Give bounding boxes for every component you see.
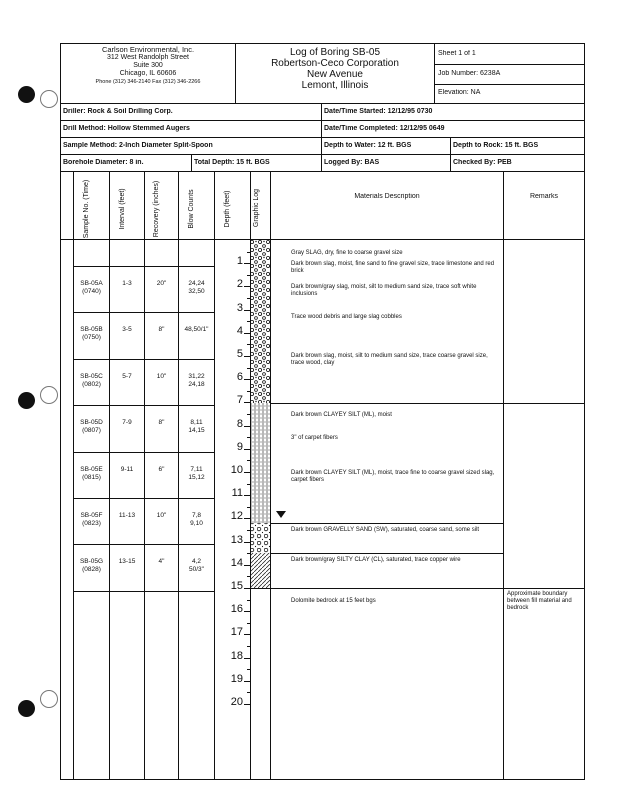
sample-interval (110, 280, 144, 288)
total-depth-field: Total Depth: 15 ft. BGS (194, 159, 270, 166)
desc-wood-debris: Trace wood debris and large slag cobbles (291, 314, 402, 320)
log-location: Lemont, Illinois (301, 80, 369, 91)
desc-gravelly-sand: Dark brown GRAVELLY SAND (SW), saturated, coarse sand, some silt (291, 527, 480, 533)
sheet-label: Sheet 1 of 1 (438, 50, 476, 57)
sample-id-id: SB-05E (80, 465, 103, 473)
graphic-clayey-silt (250, 403, 270, 523)
company-street: 312 West Randolph Street (107, 54, 189, 61)
desc-slag-4: Dark brown slag, moist, silt to medium sand size, trace coarse gravel size, trace wood, clay (291, 353, 488, 366)
depth-tick-label: 1 (236, 255, 243, 268)
drill-method-field: Drill Method: Hollow Stemmed Augers (63, 125, 190, 132)
sample-blow-counts-blows1: 4,2 (191, 558, 202, 566)
binder-hole (18, 700, 35, 717)
depth-tick-label: 11 (231, 487, 243, 500)
binder-hole (18, 86, 35, 103)
sample-blow-counts-blows1: 48,50/1" (184, 326, 209, 334)
sample-id (74, 419, 109, 435)
sample-id-time: (0815) (82, 473, 101, 481)
sample-id (74, 512, 109, 528)
company-suite: Suite 300 (133, 62, 163, 69)
sample-recovery-recovery: 10" (156, 512, 167, 519)
depth-tick-label: 5 (236, 348, 243, 360)
sample-blow-counts-blows2: 32,50 (188, 288, 205, 295)
log-site: New Avenue (307, 69, 363, 80)
binder-hole-ghost (40, 386, 58, 404)
col-header-remarks: Remarks (529, 193, 558, 200)
driller-field: Driller: Rock & Soil Drilling Corp. (63, 108, 173, 115)
job-number: Job Number: 6238A (438, 70, 501, 77)
col-header-blow-counts: Blow Counts (188, 189, 195, 229)
depth-tick-label: 20 (230, 696, 243, 708)
sample-recovery (145, 558, 178, 566)
sample-row-border (73, 266, 214, 267)
sample-row-border (73, 312, 214, 313)
sample-interval-interval: 9-11 (120, 465, 134, 473)
sample-recovery-recovery: 10" (156, 372, 167, 380)
depth-tick-label: 12 (230, 510, 243, 523)
sample-blow-counts-blows1: 7,8 (191, 512, 202, 519)
sample-blow-counts-blows2: 14,15 (188, 427, 205, 435)
sample-method-field: Sample Method: 2-Inch Diameter Split-Spoon (63, 142, 213, 149)
depth-tick-label: 13 (230, 533, 243, 546)
col-header-interval: Interval (feet) (119, 188, 126, 230)
sample-id-id: SB-05A (80, 280, 103, 287)
col-header-graphic-log: Graphic Log (253, 188, 260, 228)
company-phone: Phone (312) 346-2140 Fax (312) 346-2266 (95, 79, 201, 85)
depth-tick-label: 15 (230, 580, 243, 592)
checked-by-field: Checked By: PEB (453, 159, 512, 166)
sample-blow-counts-blows1: 24,24 (188, 280, 205, 287)
depth-to-rock-field: Depth to Rock: 15 ft. BGS (453, 142, 539, 149)
sample-id-time: (0823) (82, 520, 101, 527)
depth-tick-label: 14 (230, 556, 243, 569)
sample-recovery-recovery: 8" (158, 419, 165, 427)
graphic-gravelly-sand (250, 523, 270, 553)
depth-tick-label: 9 (236, 440, 243, 453)
sample-interval-interval: 5-7 (122, 372, 132, 380)
depth-tick-label: 3 (236, 301, 243, 314)
sample-blow-counts-blows2: 15,12 (188, 473, 205, 481)
sample-row-border (73, 405, 214, 406)
sample-interval-interval: 11-13 (118, 512, 136, 519)
depth-tick-label: 17 (230, 626, 243, 639)
sample-interval-interval: 7-9 (122, 419, 132, 427)
company-city: Chicago, IL 60606 (119, 70, 177, 77)
sample-id-id: SB-05B (80, 326, 103, 334)
desc-carpet-fibers: 3" of carpet fibers (291, 435, 338, 441)
sample-blow-counts (179, 280, 214, 296)
company-name: Carlson Environmental, Inc. (101, 46, 195, 54)
sample-recovery (145, 466, 178, 474)
binder-hole (18, 392, 35, 409)
sample-id-time: (0750) (82, 334, 101, 342)
company-block (62, 46, 234, 86)
sample-recovery (145, 326, 178, 334)
sample-id-time: (0740) (82, 288, 101, 295)
desc-bedrock: Dolomite bedrock at 15 feet bgs (291, 598, 376, 604)
desc-clayey-silt-2: Dark brown CLAYEY SILT (ML), moist, trace fine to coarse gravel sized slag, carpet fibers (291, 470, 495, 483)
sample-interval (110, 558, 144, 566)
sample-interval-interval: 13-15 (118, 558, 136, 566)
elevation: Elevation: NA (438, 89, 481, 96)
sample-blow-counts (179, 466, 214, 482)
sample-row-border (73, 452, 214, 453)
water-table-icon (276, 511, 286, 519)
sample-id (74, 373, 109, 389)
sample-id (74, 558, 109, 574)
sample-recovery-recovery: 4" (158, 558, 165, 566)
col-header-recovery: Recovery (inches) (153, 180, 160, 238)
desc-slag-3: Dark brown/gray slag, moist, silt to medium sand size, trace soft white inclusions (291, 284, 477, 297)
depth-tick-label: 6 (236, 371, 243, 384)
sample-id-id: SB-05C (80, 372, 103, 380)
graphic-silty-clay (250, 553, 270, 588)
sample-id-time: (0828) (82, 566, 101, 574)
sample-row-border (73, 544, 214, 545)
sample-id-time: (0807) (82, 427, 101, 435)
logged-by-field: Logged By: BAS (324, 159, 380, 166)
sample-recovery-recovery: 20" (156, 280, 167, 287)
sample-interval-interval: 3-5 (122, 326, 132, 334)
col-header-depth: Depth (feet) (224, 190, 231, 228)
depth-tick-label: 19 (230, 672, 243, 685)
sample-interval (110, 373, 144, 381)
sample-recovery-recovery: 6" (158, 465, 165, 473)
sample-blow-counts (179, 512, 214, 528)
sample-id-id: SB-05G (79, 558, 104, 566)
sample-recovery (145, 373, 178, 381)
depth-tick-label: 4 (236, 324, 243, 337)
sample-id-time: (0802) (82, 380, 101, 388)
sample-id-id: SB-05D (80, 419, 103, 427)
binder-hole-ghost (40, 90, 58, 108)
depth-tick-label: 10 (230, 464, 243, 476)
remark-boundary: Approximate boundary between fill material and bedrock (507, 591, 572, 611)
desc-silty-clay: Dark brown/gray SILTY CLAY (CL), saturated, trace copper wire (291, 557, 461, 563)
sample-interval (110, 512, 144, 520)
log-title-block (237, 47, 433, 91)
sample-blow-counts (179, 419, 214, 435)
depth-tick-label: 16 (230, 603, 243, 616)
graphic-log-column (250, 240, 270, 780)
borehole-diameter-field: Borehole Diameter: 8 in. (63, 159, 144, 166)
sample-interval (110, 326, 144, 334)
sample-id (74, 466, 109, 482)
sample-blow-counts-blows2: 24,18 (188, 380, 205, 388)
sample-interval (110, 419, 144, 427)
depth-tick-label: 18 (230, 649, 243, 662)
sample-id (74, 326, 109, 342)
depth-tick-label: 2 (236, 278, 243, 291)
col-header-sample-no: Sample No. (Time) (83, 179, 90, 239)
sample-row-border (73, 359, 214, 360)
sample-id (74, 280, 109, 296)
desc-slag-2: Dark brown slag, moist, fine sand to fine gravel size, trace limestone and red brick (291, 261, 495, 274)
binder-hole-ghost (40, 690, 58, 708)
sample-recovery (145, 512, 178, 520)
sample-blow-counts-blows2: 50/3" (189, 566, 204, 574)
sample-recovery (145, 280, 178, 288)
log-client: Robertson-Ceco Corporation (271, 58, 399, 69)
sample-row-border (73, 498, 214, 499)
sample-interval-interval: 1-3 (122, 280, 132, 287)
sample-interval (110, 466, 144, 474)
depth-tick-label: 8 (236, 417, 243, 430)
depth-tick-label: 7 (236, 394, 243, 407)
sample-blow-counts-blows1: 8,11 (190, 419, 203, 427)
depth-to-water-field: Depth to Water: 12 ft. BGS (324, 142, 412, 149)
sample-blow-counts (179, 373, 214, 389)
sample-recovery (145, 419, 178, 427)
sample-row-border (73, 591, 214, 592)
sample-id-id: SB-05F (80, 512, 103, 519)
sample-blow-counts-blows1: 7,11 (190, 465, 203, 473)
sample-blow-counts (179, 326, 214, 334)
sample-blow-counts-blows2: 9,10 (190, 520, 203, 527)
desc-clayey-silt: Dark brown CLAYEY SILT (ML), moist (291, 412, 392, 418)
sample-blow-counts (179, 558, 214, 574)
log-title: Log of Boring SB-05 (289, 47, 381, 58)
sample-recovery-recovery: 8" (158, 326, 165, 334)
desc-slag: Gray SLAG, dry, fine to coarse gravel size (291, 250, 403, 256)
date-completed-field: Date/Time Completed: 12/12/95 0649 (324, 125, 445, 132)
date-started-field: Date/Time Started: 12/12/95 0730 (324, 108, 433, 115)
graphic-slag (250, 240, 270, 403)
sample-blow-counts-blows1: 31,22 (188, 372, 205, 380)
col-header-materials: Materials Description (354, 193, 420, 200)
